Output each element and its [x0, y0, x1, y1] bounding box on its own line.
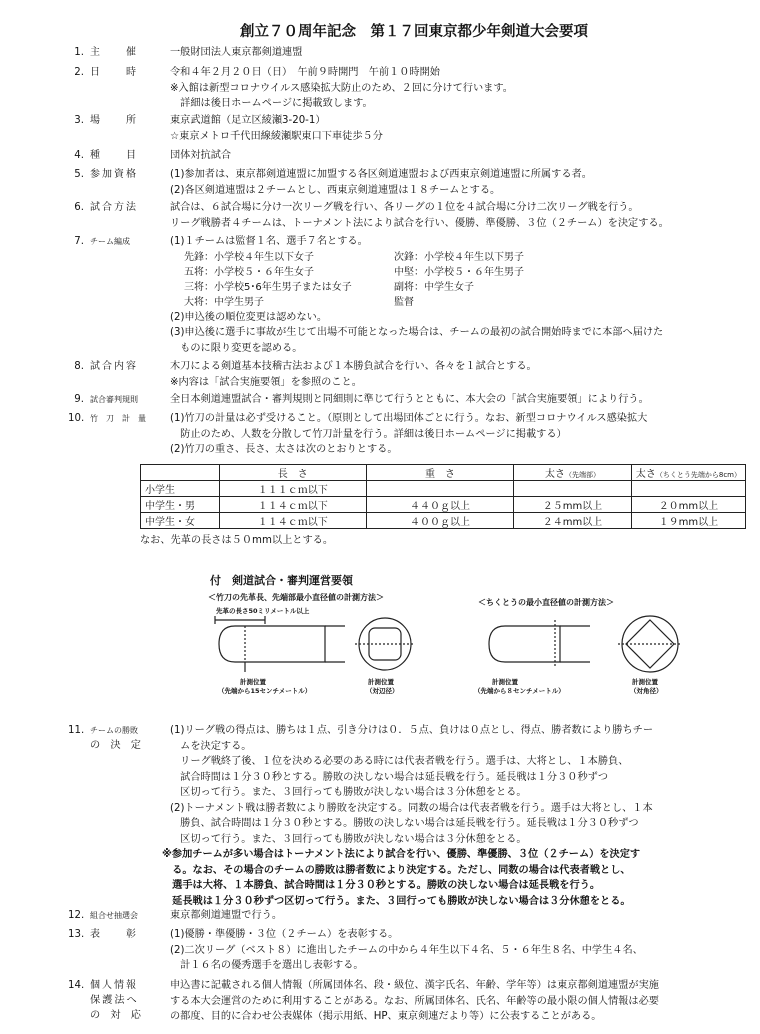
section-shinai-weighing — [68, 411, 748, 458]
table-row — [141, 513, 746, 529]
document-title: 創立７０周年記念 第１７回東京都少年剣道大会要項 — [240, 23, 588, 40]
section-match-method — [68, 200, 748, 231]
section-label: 試合審判規則 — [90, 395, 138, 404]
section-privacy — [68, 978, 748, 1025]
section-draw — [68, 908, 748, 924]
section-line: 令和４年２月２０日（日） 午前９時開門 午前１０時開始 — [170, 67, 440, 78]
section-label-continued: 保護法へ — [90, 995, 139, 1006]
section-line: (1)優勝・準優勝・３位（２チーム）を表彰する。 — [170, 929, 399, 940]
roster-entry: 副将：中学生女子 — [394, 281, 474, 293]
section-number: 8. — [74, 361, 84, 372]
figure-right-position2-label: 計測位置 — [632, 678, 658, 686]
section-team-composition — [68, 234, 748, 356]
table-cell: 中学生・男 — [141, 497, 220, 513]
section-line: 東京都剣道連盟で行う。 — [170, 910, 283, 921]
header-text: 太さ — [635, 469, 656, 480]
section-line: 詳細は後日ホームページに掲載致します。 — [170, 98, 373, 109]
section-label: 場 所 — [90, 115, 138, 126]
shinai-spec-table — [140, 464, 746, 529]
table-cell: 小学生 — [141, 481, 220, 497]
section-label: 竹 刀 計 量 — [90, 414, 146, 423]
section-team-result — [68, 723, 748, 909]
section-eligibility — [68, 167, 748, 198]
section-label: 試合方法 — [90, 202, 138, 213]
section-line: (1)竹刀の計量は必ず受けること。（原則として出場団体ごとに行う。なお、新型コロナウイルス感染拡大 — [170, 413, 648, 424]
section-line: 区切って行う。また、３回行っても勝敗が決しない場合は３分休憩をとる。 — [170, 787, 527, 798]
section-line: (2)二次リーグ（ベスト８）に進出したチームの中から４年生以下４名、５・６年生８名、中学生４名、 — [170, 944, 643, 956]
section-label: 参加資格 — [90, 169, 138, 180]
section-refereeing-rules — [68, 392, 748, 408]
table-header-cell — [141, 465, 220, 481]
section-label: 個人情報 — [90, 980, 138, 991]
table-cell: ４４０ｇ以上 — [366, 497, 513, 513]
figure-left-position2-note: （対辺径） — [366, 687, 399, 695]
section-line: (1)１チームは監督１名、選手７名とする。 — [170, 236, 368, 247]
section-line: (2)竹刀の重さ、長さ、太さは次のとおりとする。 — [170, 444, 398, 455]
section-label: 種 目 — [90, 150, 138, 161]
table-cell: 中学生・女 — [141, 513, 220, 529]
section-line: ☆東京メトロ千代田線綾瀬駅東口下車徒歩５分 — [170, 130, 383, 142]
section-label: 表 彰 — [90, 929, 138, 940]
section-line: ※入館は新型コロナウイルス感染拡大防止のため、２回に分けて行います。 — [170, 82, 513, 94]
table-cell — [631, 481, 745, 497]
figure-left-position-label: 計測位置 — [240, 678, 266, 686]
section-line: 申込書に記載される個人情報（所属団体名、段・級位、漢字氏名、年齢、学年等）は東京都剣道連盟が実施 — [170, 980, 659, 991]
section-line: 防止のため、人数を分散して竹刀計量を行う。詳細は後日ホームページに掲載する） — [170, 428, 567, 440]
roster-entry: 次鋒：小学校４年生以下男子 — [394, 251, 524, 263]
figure-right-caption: ＜ちくとうの最小直径値の計測方法＞ — [478, 598, 614, 607]
roster-entry: 先鋒：小学校４年生以下女子 — [184, 251, 314, 263]
section-number: 5. — [74, 169, 84, 180]
section-bold-line: 選手は大将、１本勝負、試合時間は１分３０秒とする。勝敗の決しない場合は延長戦を行う。 — [162, 880, 601, 891]
table-note: なお、先革の長さは５０mm以上とする。 — [140, 535, 334, 546]
section-number: 1. — [74, 47, 84, 58]
header-text: 太さ — [544, 469, 565, 480]
shinai-tip-shape — [215, 616, 345, 672]
section-number: 4. — [74, 150, 84, 161]
section-label: チームの勝敗 — [90, 726, 138, 735]
table-cell — [366, 481, 513, 497]
section-event — [68, 148, 748, 164]
section-number: 13. — [68, 929, 85, 940]
table-cell — [514, 481, 632, 497]
section-label: 日 時 — [90, 67, 138, 78]
section-label-continued: の 対 応 — [90, 1010, 141, 1021]
section-line: 試合は、６試合場に分け一次リーグ戦を行い、各リーグの１位を４試合場に分け二次リーグ戦を行う。 — [170, 202, 639, 213]
table-cell: １１４ｃｍ以下 — [219, 513, 366, 529]
section-number: 2. — [74, 67, 84, 78]
shinai-measurement-diagram — [205, 612, 725, 682]
section-label: チーム編成 — [90, 237, 130, 246]
table-row — [141, 497, 746, 513]
table-cell: ２０mm以上 — [631, 497, 745, 513]
section-label: 組合せ抽選会 — [90, 911, 138, 920]
section-line: (2)トーナメント戦は勝者数により勝敗を決定する。同数の場合は代表者戦を行う。選手は大将とし、１本 — [170, 802, 653, 814]
section-line: ムを決定する。 — [170, 740, 252, 752]
figure-right-position2-note: （対角径） — [630, 687, 663, 695]
section-line: (2)各区剣道連盟は２チームとし、西東京剣道連盟は１８チームとする。 — [170, 184, 501, 196]
section-line: (3)申込後に選手に事故が生じて出場不可能となった場合は、チームの最初の試合開始時までに本部へ届けた — [170, 327, 664, 338]
section-line: 勝負、試合時間は１分３０秒とする。勝敗の決しない場合は延長戦を行う。延長戦は１分３０秒ずつ — [170, 818, 639, 829]
section-line: 区切って行う。また、３回行っても勝敗が決しない場合は３分休憩をとる。 — [170, 833, 527, 845]
table-cell: ２４mm以上 — [514, 513, 632, 529]
table-cell: ２５mm以上 — [514, 497, 632, 513]
section-awards — [68, 927, 748, 974]
table-header-cell — [631, 465, 745, 481]
figure-left-position-note: （先端から15センチメートル） — [218, 687, 312, 695]
section-number: 6. — [74, 202, 84, 213]
section-label-continued: の 決 定 — [90, 740, 141, 751]
roster-entry: 五将：小学校５・６年生女子 — [184, 266, 314, 278]
section-line: ものに限り変更を認める。 — [170, 342, 303, 354]
team-roster — [184, 250, 748, 310]
figure-left-position2-label: 計測位置 — [368, 678, 394, 686]
figure-left-caption: ＜竹刀の先革長、先端部最小直径値の計測方法＞ — [208, 593, 384, 602]
section-line: する本大会運営のために利用することがある。なお、所属団体名、氏名、年齢等の最小限の個人情報は必要 — [170, 995, 659, 1007]
table-cell: １１１ｃｍ以下 — [219, 481, 366, 497]
section-venue — [68, 113, 748, 144]
section-number: 11. — [68, 725, 85, 736]
section-datetime — [68, 65, 748, 112]
section-match-content — [68, 359, 748, 390]
section-line: 東京武道館（足立区綾瀬3-20-1） — [170, 115, 326, 126]
figure-left-subcaption: 先革の長さ50ミリメートル以上 — [216, 607, 310, 615]
section-bold-line: ※参加チームが多い場合はトーナメント法により試合を行い、優勝、準優勝、３位（２チーム）を決定す — [162, 849, 641, 860]
table-header-cell: 重 さ — [366, 465, 513, 481]
table-cell: ４００ｇ以上 — [366, 513, 513, 529]
header-note: （先端部） — [564, 471, 600, 479]
table-cell: １１４ｃｍ以下 — [219, 497, 366, 513]
header-note: （ちくとう先端から8cm） — [655, 471, 741, 479]
section-line: リーグ戦終了後、１位を決める必要のある時には代表者戦を行う。選手は、大将とし、１本勝負、 — [170, 756, 629, 767]
section-line: 全日本剣道連盟試合・審判規則と同細則に準じて行うとともに、本大会の「試合実施要領」により行う。 — [170, 394, 649, 405]
section-bold-line: 延長戦は１分３０秒ずつ区切って行う。また、３回行っても勝敗が決しない場合は３分休憩をとる。 — [162, 895, 631, 907]
section-label: 主 催 — [90, 47, 138, 58]
section-number: 14. — [68, 980, 85, 991]
table-header-cell — [514, 465, 632, 481]
roster-entry: 中堅：小学校５・６年生男子 — [394, 266, 524, 278]
table-header-row — [141, 465, 746, 481]
section-organizer — [68, 45, 748, 61]
section-line: の都度、目的に合わせ公表媒体（掲示用紙、HP、東京剣連だより等）に公表することがある。 — [170, 1011, 602, 1022]
roster-entry: 監督 — [394, 296, 414, 308]
section-line: 試合時間は１分３０秒とする。勝敗の決しない場合は延長戦を行う。延長戦は１分３０秒ずつ — [170, 771, 609, 783]
section-bold-line: る。なお、その場合のチームの勝敗は勝者数により決定する。ただし、同数の場合は代表者戦とし、 — [162, 864, 631, 876]
section-line: ※内容は「試合実施要領」を参照のこと。 — [170, 376, 362, 388]
section-line: (2)申込後の順位変更は認めない。 — [170, 311, 328, 323]
roster-entry: 大将：中学生男子 — [184, 296, 264, 308]
chikuto-cross-section-shape — [618, 616, 682, 672]
section-number: 9. — [74, 394, 84, 405]
section-line: リーグ戦勝者４チームは、トーナメント法により試合を行い、優勝、準優勝、３位（２チーム）を決定する。 — [170, 217, 669, 229]
chikuto-tip-shape — [489, 620, 590, 668]
section-number: 3. — [74, 115, 84, 126]
section-line: 木刀による剣道基本技稽古法および１本勝負試合を行い、各々を１試合とする。 — [170, 361, 537, 372]
figure-right-position-note: （先端から８センチメートル） — [474, 687, 565, 695]
section-line: (1)リーグ戦の得点は、勝ちは１点、引き分けは０．５点、負けは０点とし、得点、勝者数により勝ちチー — [170, 725, 654, 736]
figure-right-position-label: 計測位置 — [492, 678, 518, 686]
roster-entry: 三将：小学校5･6年生男子または女子 — [184, 281, 352, 293]
figure-title: 付 剣道試合・審判運営要領 — [210, 574, 353, 587]
section-line: 一般財団法人東京都剣道連盟 — [170, 47, 303, 58]
table-header-cell: 長 さ — [219, 465, 366, 481]
section-label: 試合内容 — [90, 361, 138, 372]
section-number: 12. — [68, 910, 85, 921]
section-line: 計１６名の優秀選手を選出し表彰する。 — [170, 960, 364, 971]
section-line: (1)参加者は、東京都剣道連盟に加盟する各区剣道連盟および西東京剣道連盟に所属する者。 — [170, 169, 592, 180]
section-line: 団体対抗試合 — [170, 150, 232, 161]
shinai-cross-section-shape — [355, 618, 415, 670]
section-number: 7. — [74, 236, 84, 247]
section-number: 10. — [68, 413, 85, 424]
table-row — [141, 481, 746, 497]
table-cell: １９mm以上 — [631, 513, 745, 529]
